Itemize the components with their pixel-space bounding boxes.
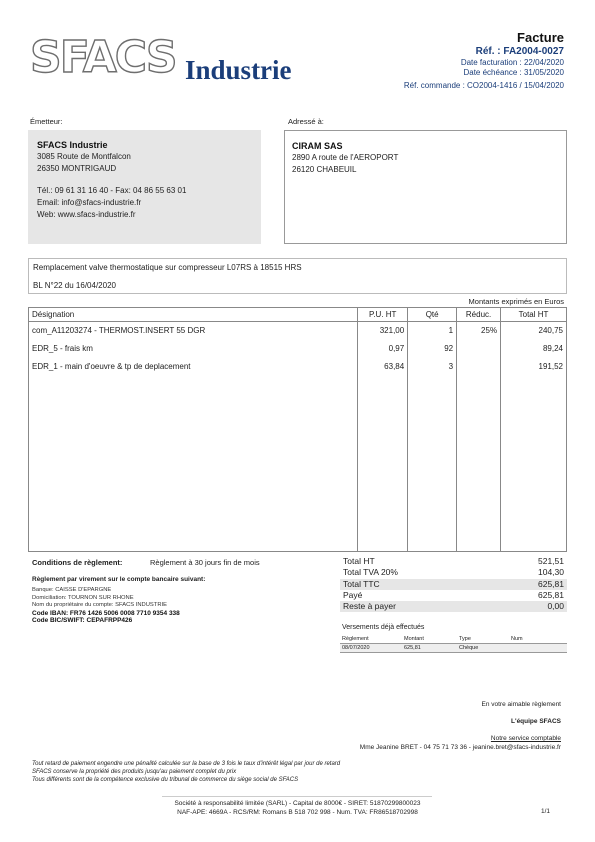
total-label: Total HT bbox=[343, 556, 375, 566]
page-footer bbox=[28, 799, 567, 817]
footer-line1: Société à responsabilité limitée (SARL) - Capital de 8000€ - SIRET: 51870299800023 bbox=[174, 800, 421, 807]
recipient-address1: 2890 A route de l'AEROPORT bbox=[292, 153, 399, 162]
col-num: Num bbox=[509, 635, 567, 643]
col-reglement: Règlement bbox=[340, 635, 402, 643]
payment-conditions bbox=[32, 558, 260, 567]
item-qty: 3 bbox=[408, 358, 457, 376]
legal-line1: Tout retard de paiement engendre une pénalité calculée sur la base de 3 fois le taux d'intérêt légal par jour de retard bbox=[32, 761, 341, 767]
table-row bbox=[340, 643, 567, 652]
job-description: Remplacement valve thermostatique sur compresseur L07RS à 18515 HRS bbox=[33, 263, 302, 272]
item-pu: 63,84 bbox=[358, 358, 408, 376]
item-qty: 1 bbox=[408, 322, 457, 340]
invoice-ref: Réf. : FA2004-0027 bbox=[475, 46, 564, 57]
payment-type: Chèque bbox=[457, 643, 509, 652]
emitter-address2: 26350 MONTRIGAUD bbox=[37, 164, 117, 173]
item-designation: EDR_1 - main d'oeuvre & tp de deplacement bbox=[29, 358, 358, 376]
closing-team: L'équipe SFACS bbox=[511, 718, 561, 725]
total-value: 625,81 bbox=[489, 579, 567, 590]
bank-details bbox=[32, 587, 180, 625]
items-table bbox=[28, 307, 567, 552]
total-ht-row bbox=[340, 556, 567, 567]
item-reduc bbox=[457, 340, 501, 358]
totals-table bbox=[340, 556, 567, 612]
emitter-box bbox=[28, 130, 261, 244]
bank-title: Règlement par virement sur le compte bancaire suivant: bbox=[32, 576, 206, 583]
emitter-label: Émetteur: bbox=[30, 117, 63, 126]
payment-amount: 625,81 bbox=[402, 643, 457, 652]
item-total: 191,52 bbox=[501, 358, 567, 376]
legal-line3: Tous différents sont de la compétence exclusive du tribunal de commerce du siège social de SFACS bbox=[32, 777, 299, 784]
closing-greeting: En votre aimable règlement bbox=[481, 701, 561, 708]
delivery-note: BL N°22 du 16/04/2020 bbox=[33, 281, 116, 290]
due-date: Date échéance : 31/05/2020 bbox=[463, 68, 564, 77]
payment-date: 08/07/2020 bbox=[340, 643, 402, 652]
remaining-row bbox=[340, 601, 567, 612]
emitter-name: SFACS Industrie bbox=[37, 140, 108, 150]
order-ref: Réf. commande : CO2004-1416 / 15/04/2020 bbox=[403, 81, 564, 90]
payments-title: Versements déjà effectués bbox=[342, 624, 425, 631]
total-value: 521,51 bbox=[538, 556, 564, 566]
closing-service: Notre service comptable bbox=[490, 735, 561, 742]
conditions-label: Conditions de règlement: bbox=[32, 558, 123, 567]
conditions-value: Règlement à 30 jours fin de mois bbox=[150, 558, 260, 567]
item-pu: 321,00 bbox=[358, 322, 408, 340]
company-logo bbox=[30, 30, 320, 90]
info-box bbox=[28, 258, 567, 294]
bank-iban: Code IBAN: FR76 1426 5006 0008 7710 9354 338 bbox=[32, 609, 180, 617]
table-filler bbox=[29, 376, 567, 552]
emitter-email: Email: info@sfacs-industrie.fr bbox=[37, 198, 142, 207]
col-type: Type bbox=[457, 635, 509, 643]
total-label: Reste à payer bbox=[340, 601, 489, 612]
emitter-address1: 3085 Route de Montfalcon bbox=[37, 152, 131, 161]
recipient-address2: 26120 CHABEUIL bbox=[292, 165, 357, 174]
total-label: Total TVA 20% bbox=[343, 567, 398, 578]
col-total: Total HT bbox=[501, 308, 567, 322]
total-value: 0,00 bbox=[489, 601, 567, 612]
bank-bic: Code BIC/SWIFT: CEPAFRPP426 bbox=[32, 617, 133, 625]
invoice-header bbox=[404, 30, 564, 91]
currency-note: Montants exprimés en Euros bbox=[468, 297, 564, 306]
invoice-title: Facture bbox=[517, 30, 564, 45]
col-pu: P.U. HT bbox=[358, 308, 408, 322]
item-reduc: 25% bbox=[457, 322, 501, 340]
total-label: Total TTC bbox=[340, 579, 489, 590]
col-montant: Montant bbox=[402, 635, 457, 643]
footer-line2: NAF-APE: 4669A - RCS/RM: Romans B 518 702 998 - Num. TVA: FR86518702998 bbox=[177, 809, 418, 816]
item-qty: 92 bbox=[408, 340, 457, 358]
table-row bbox=[29, 322, 567, 340]
emitter-web: Web: www.sfacs-industrie.fr bbox=[37, 210, 136, 219]
col-qty: Qté bbox=[408, 308, 457, 322]
legal-notice bbox=[32, 760, 340, 785]
total-tva-row bbox=[340, 567, 567, 578]
item-designation: com_A11203274 - THERMOST.INSERT 55 DGR bbox=[29, 322, 358, 340]
emitter-phone: Tél.: 09 61 31 16 40 - Fax: 04 86 55 63 01 bbox=[37, 186, 187, 195]
recipient-label: Adressé à: bbox=[288, 117, 324, 126]
payment-num bbox=[509, 643, 567, 652]
item-designation: EDR_5 - frais km bbox=[29, 340, 358, 358]
bank-name: Banque: CAISSE D'EPARGNE bbox=[32, 587, 112, 593]
total-ttc-row bbox=[340, 579, 567, 590]
total-value: 104,30 bbox=[538, 567, 564, 578]
table-row bbox=[29, 340, 567, 358]
bank-owner: Nom du propriétaire du compte: SFACS INDUSTRIE bbox=[32, 602, 167, 609]
legal-line2: SFACS conserve la propriété des produits jusqu'au paiement complet du prix bbox=[32, 769, 237, 776]
payments-table bbox=[340, 635, 567, 653]
item-total: 240,75 bbox=[501, 322, 567, 340]
recipient-box bbox=[284, 130, 567, 244]
logo-brand: SFACS bbox=[30, 32, 176, 83]
item-pu: 0,97 bbox=[358, 340, 408, 358]
total-label: Payé bbox=[343, 589, 363, 600]
footer-divider bbox=[162, 796, 432, 797]
items-header-row bbox=[29, 308, 567, 322]
col-designation: Désignation bbox=[29, 308, 358, 322]
total-value: 625,81 bbox=[538, 589, 564, 600]
payments-header-row bbox=[340, 635, 567, 643]
closing-contact: Mme Jeanine BRET - 04 75 71 73 36 - jeanine.bret@sfacs-industrie.fr bbox=[359, 744, 561, 751]
page-number: 1/1 bbox=[540, 808, 550, 815]
item-total: 89,24 bbox=[501, 340, 567, 358]
logo-subtitle: Industrie bbox=[185, 55, 292, 85]
table-row bbox=[29, 358, 567, 376]
bank-domiciliation: Domiciliation: TOURNON SUR RHONE bbox=[32, 594, 134, 601]
col-reduc: Réduc. bbox=[457, 308, 501, 322]
invoice-date: Date facturation : 22/04/2020 bbox=[460, 58, 564, 67]
item-reduc bbox=[457, 358, 501, 376]
paid-row bbox=[340, 590, 567, 601]
recipient-name: CIRAM SAS bbox=[292, 141, 343, 151]
